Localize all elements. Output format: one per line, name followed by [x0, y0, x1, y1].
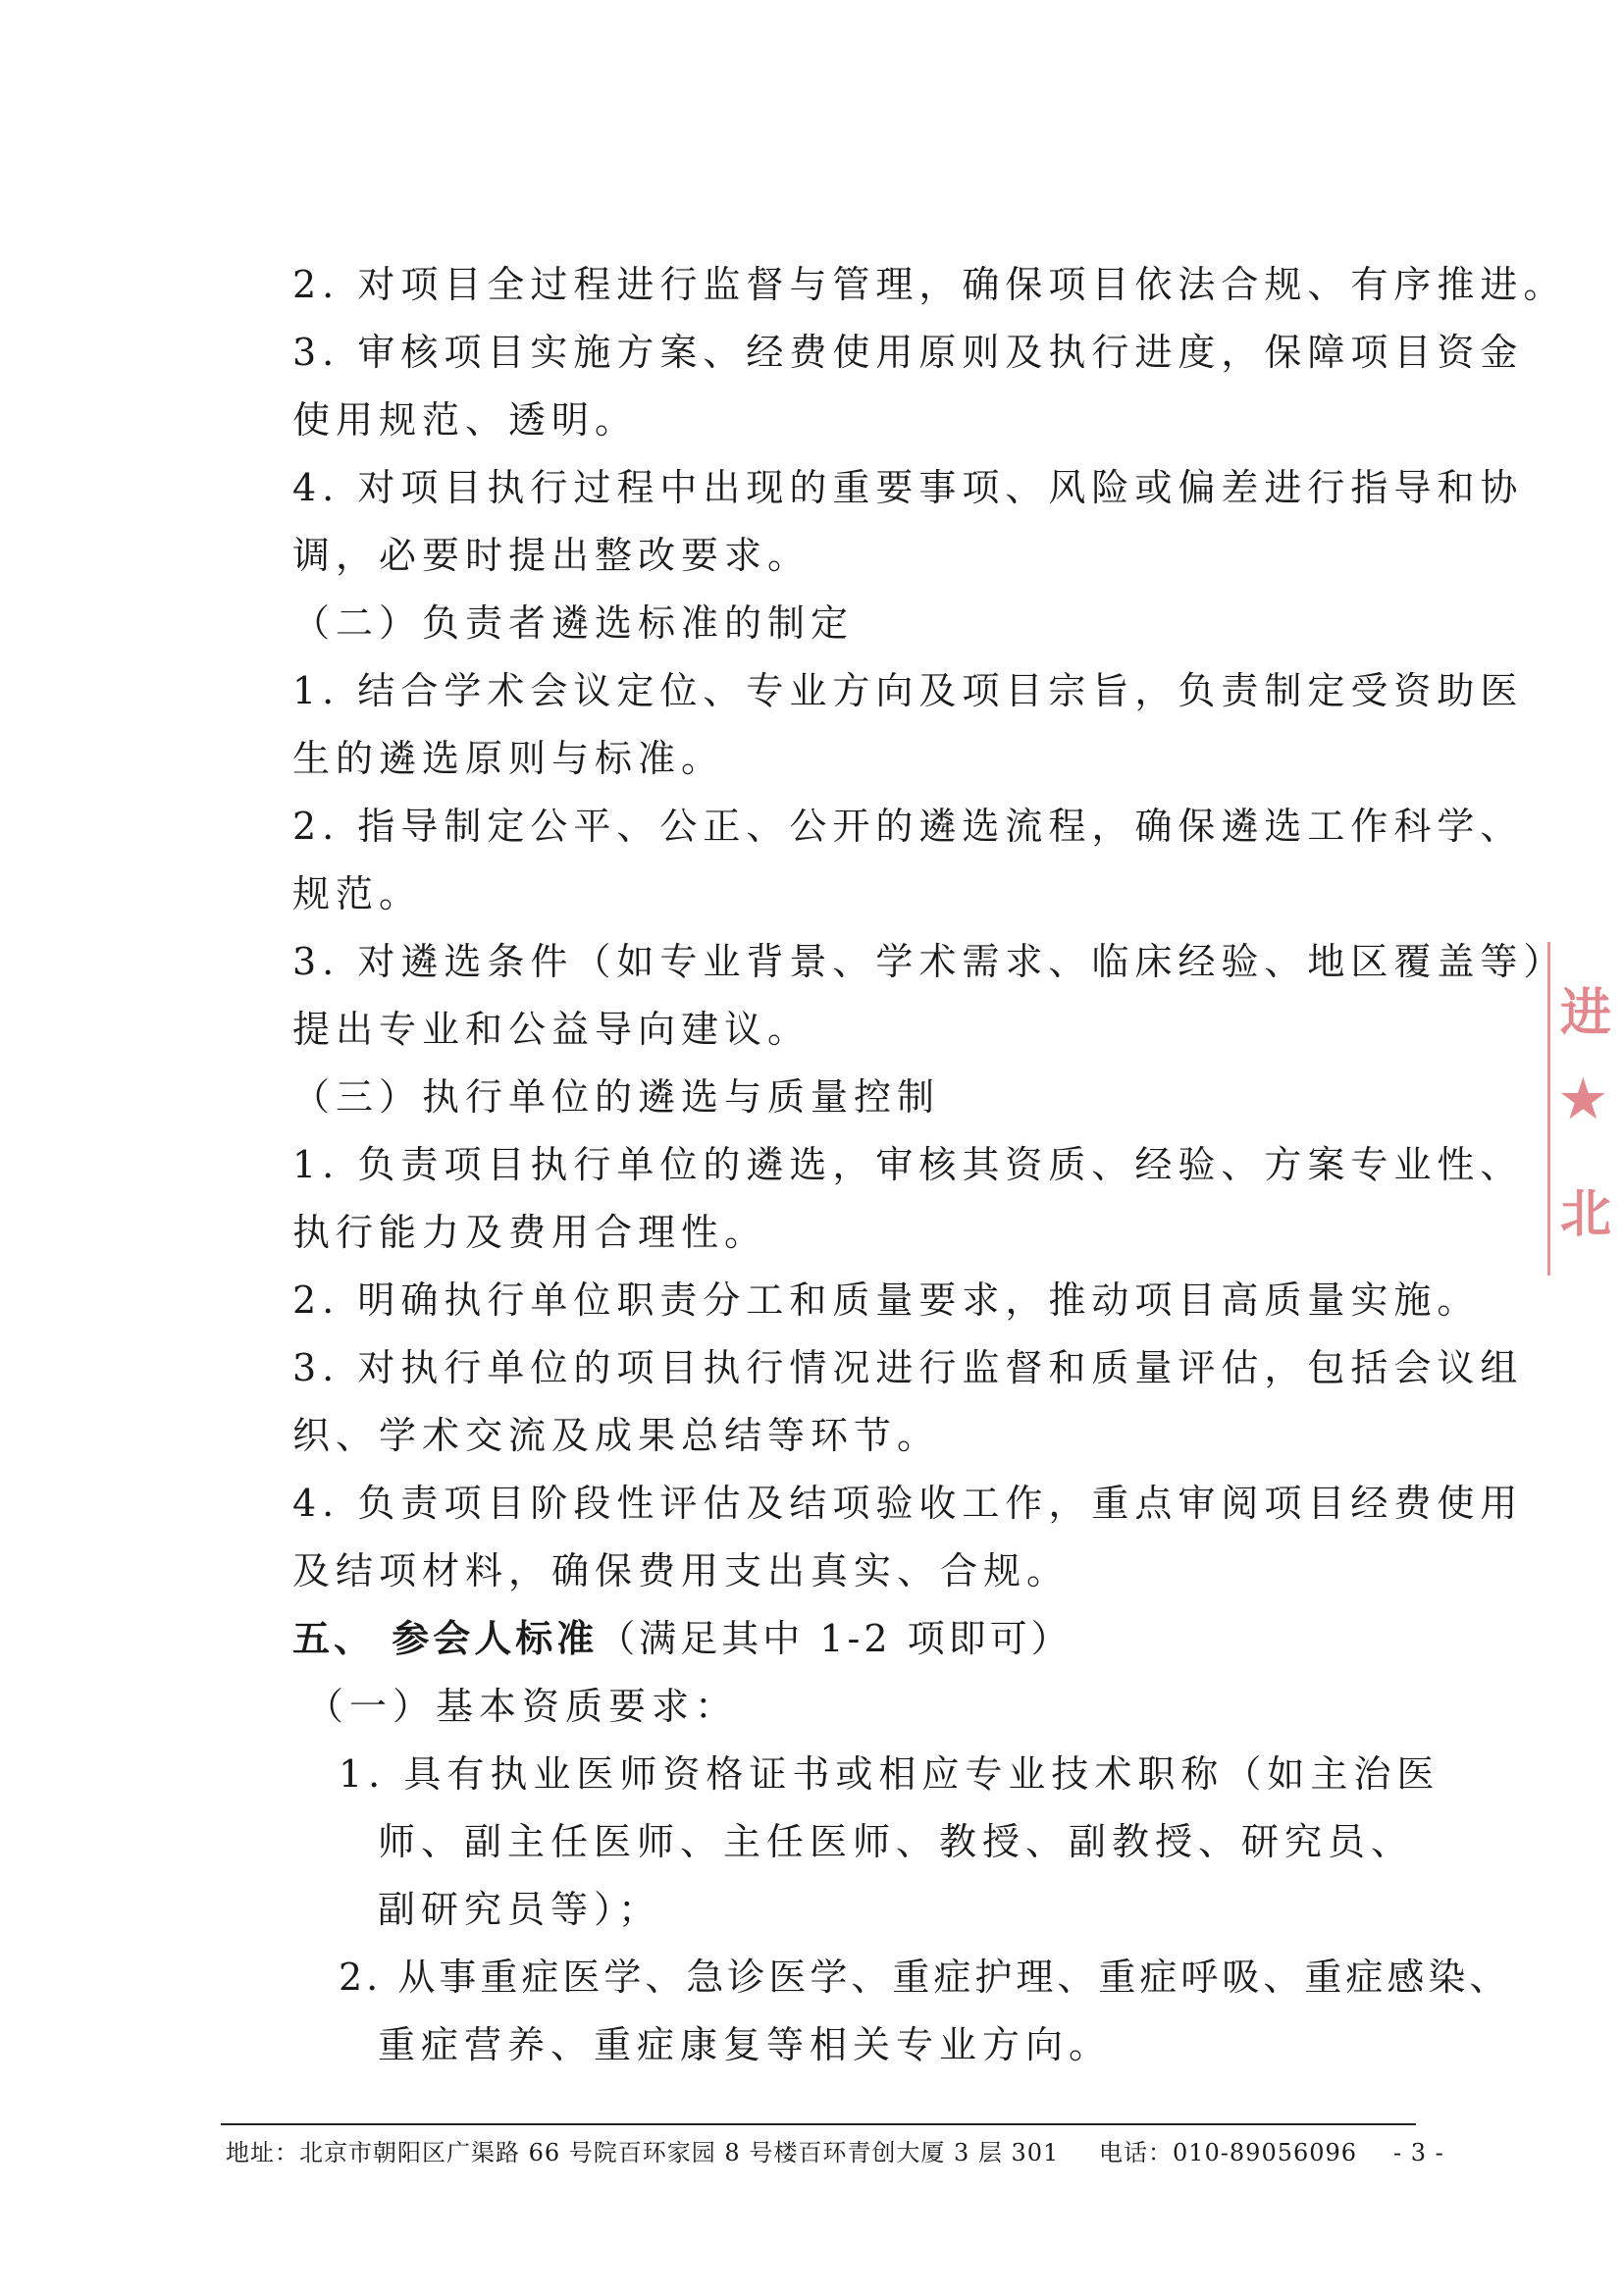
body-line: 调，必要时提出整改要求。 — [292, 534, 812, 577]
footer-address: 地址：北京市朝阳区广渠路 66 号院百环家园 8 号楼百环青创大厦 3 层 301 — [226, 2139, 1060, 2166]
footer-divider — [221, 2123, 1416, 2125]
body-line: 3. 审核项目实施方案、经费使用原则及执行进度，保障项目资金 — [292, 331, 1524, 374]
body-line: 2. 明确执行单位职责分工和质量要求，推动项目高质量实施。 — [292, 1278, 1481, 1322]
body-line: 4. 负责项目阶段性评估及结项验收工作，重点审阅项目经费使用 — [292, 1482, 1524, 1525]
subsection-heading: （一）基本资质要求： — [306, 1685, 739, 1728]
seal-stamp — [1547, 942, 1623, 1276]
body-line: 1. 结合学术会议定位、专业方向及项目宗旨，负责制定受资助医 — [292, 669, 1524, 712]
body-line: 及结项材料，确保费用支出真实、合规。 — [292, 1549, 1071, 1592]
section-note: （满足其中 1-2 项即可） — [598, 1617, 1073, 1660]
criteria-line: 师、副主任医师、主任医师、教授、副教授、研究员、 — [378, 1820, 1415, 1863]
criteria-line: 副研究员等）； — [378, 1888, 662, 1931]
stamp-star-icon: ★ — [1560, 1070, 1606, 1129]
body-line: 3. 对遴选条件（如专业背景、学术需求、临床经验、地区覆盖等） — [292, 940, 1567, 983]
criteria-line: 2. 从事重症医学、急诊医学、重症护理、重症呼吸、重症感染、 — [339, 1956, 1511, 1999]
criteria-line: 1. 具有执业医师资格证书或相应专业技术职称（如主治医 — [339, 1752, 1440, 1796]
subsection-heading: （二）负责者遴选标准的制定 — [292, 601, 855, 645]
body-line: 4. 对项目执行过程中出现的重要事项、风险或偏差进行指导和协 — [292, 466, 1524, 509]
page-number: - 3 - — [1393, 2139, 1444, 2166]
footer-phone: 电话：010-89056096 — [1099, 2139, 1358, 2166]
body-line: 1. 负责项目执行单位的遴选，审核其资质、经验、方案专业性、 — [292, 1143, 1524, 1186]
body-line: 生的遴选原则与标准。 — [292, 737, 725, 780]
criteria-line: 重症营养、重症康复等相关专业方向。 — [378, 2023, 1113, 2066]
subsection-heading: （三）执行单位的遴选与质量控制 — [292, 1075, 941, 1119]
section-title: 五、 参会人标准 — [292, 1617, 599, 1660]
body-line: 2. 指导制定公平、公正、公开的遴选流程，确保遴选工作科学、 — [292, 805, 1524, 848]
body-line: 提出专业和公益导向建议。 — [292, 1008, 812, 1051]
stamp-char: 进 — [1560, 983, 1612, 1043]
body-line: 2. 对项目全过程进行监督与管理，确保项目依法合规、有序推进。 — [292, 263, 1567, 306]
body-line: 3. 对执行单位的项目执行情况进行监督和质量评估，包括会议组 — [292, 1346, 1524, 1389]
section-heading — [292, 1614, 1073, 1663]
body-line: 执行能力及费用合理性。 — [292, 1211, 768, 1254]
body-line: 规范。 — [292, 872, 423, 915]
body-line: 织、学术交流及成果总结等环节。 — [292, 1414, 941, 1457]
stamp-char: 北 — [1560, 1184, 1612, 1244]
body-line: 使用规范、透明。 — [292, 398, 639, 442]
